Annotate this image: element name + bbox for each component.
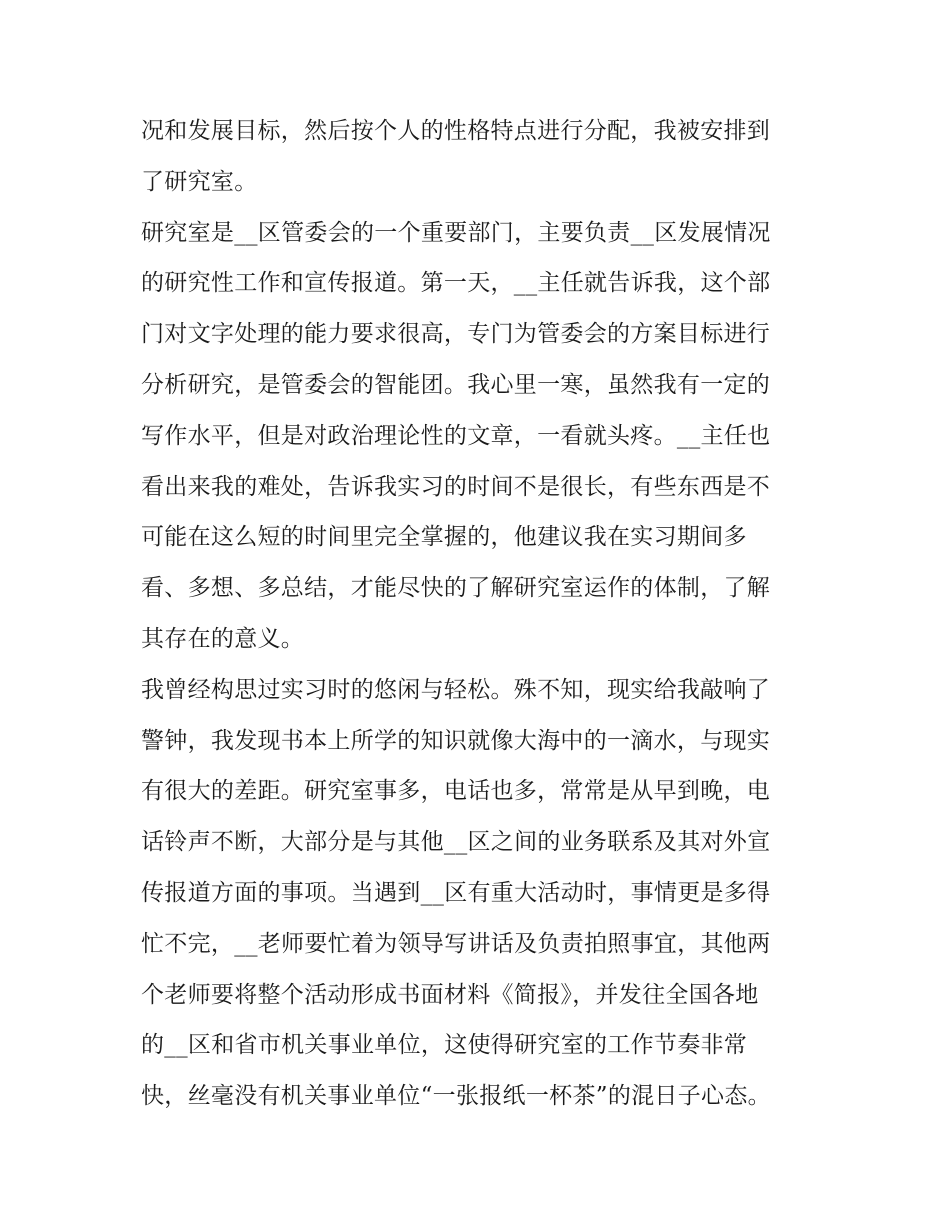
text-line: 研究室是__区管委会的一个重要部门，主要负责__区发展情况 — [141, 219, 771, 246]
text-line: 的研究性工作和宣传报道。第一天，__主任就告诉我，这个部 — [141, 270, 771, 297]
text-line: 看出来我的难处，告诉我实习的时间不是很长，有些东西是不 — [141, 473, 771, 500]
text-line: 忙不完，__老师要忙着为领导写讲话及负责拍照事宜，其他两 — [141, 930, 771, 957]
text-line: 个老师要将整个活动形成书面材料《简报》，并发往全国各地 — [141, 981, 759, 1008]
text-line: 况和发展目标，然后按个人的性格特点进行分配，我被安排到 — [141, 118, 771, 144]
text-line: 警钟，我发现书本上所学的知识就像大海中的一滴水，与现实 — [141, 727, 771, 754]
text-line: 其存在的意义。 — [141, 625, 305, 652]
text-line: 看、多想、多总结，才能尽快的了解研究室运作的体制，了解 — [141, 575, 771, 602]
text-line: 门对文字处理的能力要求很高，专门为管委会的方案目标进行 — [141, 321, 771, 348]
text-line: 传报道方面的事项。当遇到__区有重大活动时，事情更是多得 — [141, 879, 771, 906]
text-line: 我曾经构思过实习时的悠闲与轻松。殊不知，现实给我敲响了 — [141, 676, 771, 703]
text-line: 话铃声不断，大部分是与其他__区之间的业务联系及其对外宣 — [141, 829, 771, 856]
text-line: 快，丝毫没有机关事业单位“一张报纸一杯茶”的混日子心态。 — [141, 1083, 771, 1110]
text-line: 可能在这么短的时间里完全掌握的，他建议我在实习期间多 — [141, 524, 747, 551]
text-line: 分析研究，是管委会的智能团。我心里一寒，虽然我有一定的 — [141, 371, 771, 398]
text-line: 写作水平，但是对政治理论性的文章，一看就头疼。__主任也 — [141, 422, 771, 449]
text-line: 有很大的差距。研究室事多，电话也多，常常是从早到晚，电 — [141, 778, 771, 805]
body-text — [141, 106, 821, 1122]
text-line: 了研究室。 — [141, 168, 258, 195]
text-line: 的__区和省市机关事业单位，这使得研究室的工作节奏非常 — [141, 1032, 748, 1059]
